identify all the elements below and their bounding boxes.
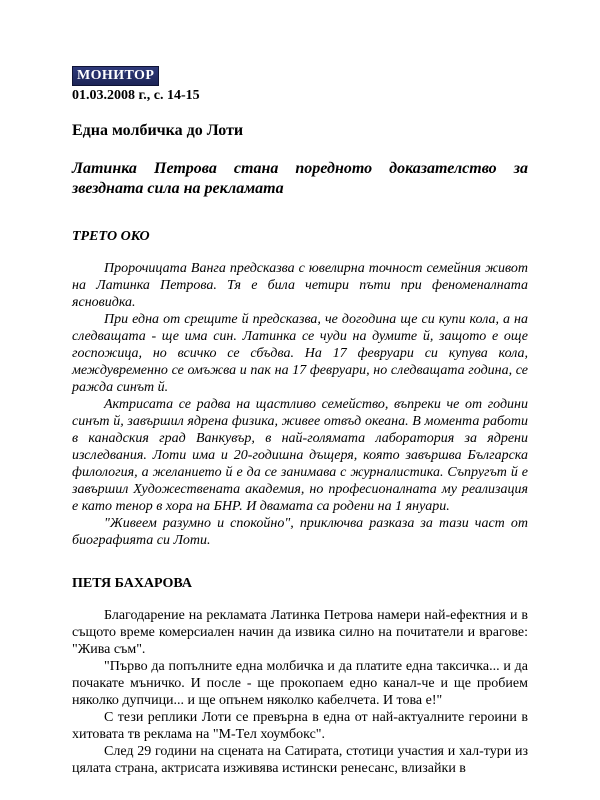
article-title: Една молбичка до Лоти <box>72 122 244 139</box>
document-page <box>72 66 528 777</box>
newspaper-logo: МОНИТОР <box>72 66 159 86</box>
paragraph: Благодарение на рекламата Латинка Петрова намери най-ефектния и в същото време комерсиален начин да извика силно на почитатели и врагове: "Жива съм". <box>72 608 528 657</box>
paragraph: Актрисата се радва на щастливо семейство, въпреки че от години синът й, завършил ядрена физика, живее отвъд океана. В момента работи в канадския град Ванкувър, в най-голямата лаборатория за ядрени изследвания. Лоти има и 20-годишна дъщеря, която завършва Българска филология, а желанието й е да се занимава с журналистика. Съпругът й е завършил Художествената академия, но професионалната му реализация е като тенор в хора на БНР. И двамата са родени на 1 януари. <box>72 397 528 514</box>
paragraph: С тези реплики Лоти се превърна в една от най-актуалните героини в хитовата тв реклама на "М-Тел хоумбокс". <box>72 710 528 742</box>
section-body <box>72 260 528 549</box>
paragraph: "Живеем разумно и спокойно", приключва разказа за тази част от биографията си Лоти. <box>72 516 528 548</box>
paragraph: След 29 години на сцената на Сатирата, стотици участия и хал-тури из цялата страна, актрисата изживява истински ренесанс, влизайки в <box>72 744 528 776</box>
article-subtitle: Латинка Петрова стана поредното доказателство за звездната сила на рекламата <box>72 160 528 197</box>
paragraph: При една от срещите й предсказва, че догодина ще си купи кола, а на следващата - ще има син. Латинка се чуди на думите й, защото е още госпожица, но всичко се сбъдва. На 17 февруари си купува кола, междувременно се омъжва и пак на 17 февруари, но следващата година, се ражда синът й. <box>72 312 528 395</box>
section-heading: ПЕТЯ БАХАРОВА <box>72 576 192 591</box>
paragraph: "Първо да попълните една молбичка и да платите една таксичка... и да почакате мъничко. И после - ще прокопаем едно канал-че и ще пробием няколко дупчици... и ще опънем няколко кабелчета. И това е!" <box>72 659 528 708</box>
paragraph: Пророчицата Ванга предсказва с ювелирна точност семейния живот на Латинка Петрова. Тя е била четири пъти при феноменалната ясновидка. <box>72 261 528 310</box>
section-heading: ТРЕТО ОКО <box>72 229 150 244</box>
section-body <box>72 607 528 777</box>
dateline: 01.03.2008 г., с. 14-15 <box>72 88 200 103</box>
